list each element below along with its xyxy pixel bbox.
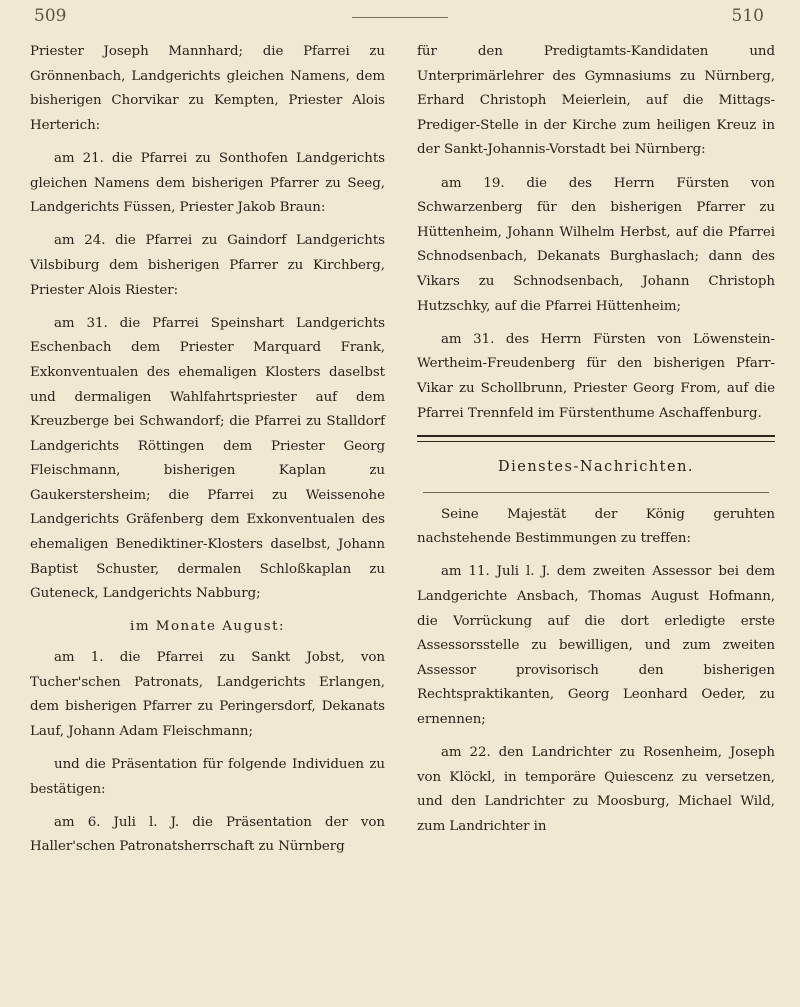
subheading-month: im Monate August: [130, 619, 285, 635]
paragraph: Seine Majestät der König geruhten nachstehende Bestimmungen zu treffen: [417, 506, 775, 547]
paragraph: am 19. die des Herrn Fürsten von Schwarzenberg für den bisherigen Pfarrer zu Hüttenheim, Johann Wilhelm Herbst, auf die Pfarrei Schnodsenbach, Dekanats Burghaslach; dann des Vikars zu Schnodsenbach, Johann Christoph Hutzschky, auf die Pfarrei Hüttenheim; [417, 175, 775, 314]
heading-rule [423, 492, 769, 493]
header-rule [352, 17, 448, 18]
page-number-right: 510 [731, 6, 764, 26]
section-heading: Dienstes-Nachrichten. [497, 459, 695, 476]
paragraph: und die Präsentation für folgende Individuen zu bestätigen: [30, 757, 385, 797]
paragraph: am 24. die Pfarrei zu Gaindorf Landgerichts Vilsbiburg dem bisherigen Pfarrer zu Kirchberg, Priester Alois Riester: [30, 233, 385, 298]
paragraph: am 11. Juli l. J. dem zweiten Assessor bei dem Landgerichte Ansbach, Thomas August Hofmann, die Vorrückung auf die dort erledigte erste Assessorsstelle zu bewilligen, und zum zweiten Assessor provisorisch den bisherigen Rechtspraktikanten, Georg Leonhard Oeder, zu ernennen; [417, 564, 775, 728]
paragraph: am 6. Juli l. J. die Präsentation der von Haller'schen Patronatsherrschaft zu Nürnberg [30, 814, 385, 855]
paragraph: für den Predigtamts-Kandidaten und Unterprimärlehrer des Gymnasiums zu Nürnberg, Erhard Christoph Meierlein, auf die Mittags-Prediger-Stelle in der Kirche zum heiligen Kreuz in der Sankt-Johannis-Vorstadt bei Nürnberg: [417, 44, 775, 158]
paragraph: Priester Joseph Mannhard; die Pfarrei zu Grönnenbach, Landgerichts gleichen Namens, dem bisherigen Chorvikar zu Kempten, Priester Alois Herterich: [30, 44, 385, 133]
left-column [30, 40, 385, 869]
paragraph: am 1. die Pfarrei zu Sankt Jobst, von Tucher'schen Patronats, Landgerichts Erlangen, dem bisherigen Pfarrer zu Peringersdorf, Dekanats Lauf, Johann Adam Fleischmann; [30, 650, 385, 739]
section-divider [417, 435, 775, 442]
paragraph: am 21. die Pfarrei zu Sonthofen Landgerichts gleichen Namens dem bisherigen Pfarrer zu Seeg, Landgerichts Füssen, Priester Jakob Braun: [30, 150, 385, 216]
paragraph: am 22. den Landrichter zu Rosenheim, Joseph von Klöckl, in temporäre Quiescenz zu versetzen, und den Landrichter zu Moosburg, Michael Wild, zum Landrichter in [417, 745, 775, 834]
right-column [417, 40, 775, 848]
page-number-left: 509 [34, 6, 67, 26]
paragraph: am 31. die Pfarrei Speinshart Landgerichts Eschenbach dem Priester Marquard Frank, Exkonventualen des ehemaligen Klosters daselbst und dermaligen Wahlfahrtspriester auf dem Kreuzberge bei Schwandorf; die Pfarrei zu Stalldorf Landgerichts Röttingen dem Priester Georg Fleischmann, bisherigen Kaplan zu Gaukerstersheim; die Pfarrei zu Weissenohe Landgerichts Gräfenberg dem Exkonventualen des ehemaligen Benediktiner-Klosters daselbst, Johann Baptist Schuster, dermalen Schloßkaplan zu Guteneck, Landgerichts Nabburg; [30, 315, 385, 602]
paragraph: am 31. des Herrn Fürsten von Löwenstein-Wertheim-Freudenberg für den bisherigen Pfarr-Vikar zu Schollbrunn, Priester Georg From, auf die Pfarrei Trennfeld im Fürstenthume Aschaffenburg. [417, 331, 775, 421]
